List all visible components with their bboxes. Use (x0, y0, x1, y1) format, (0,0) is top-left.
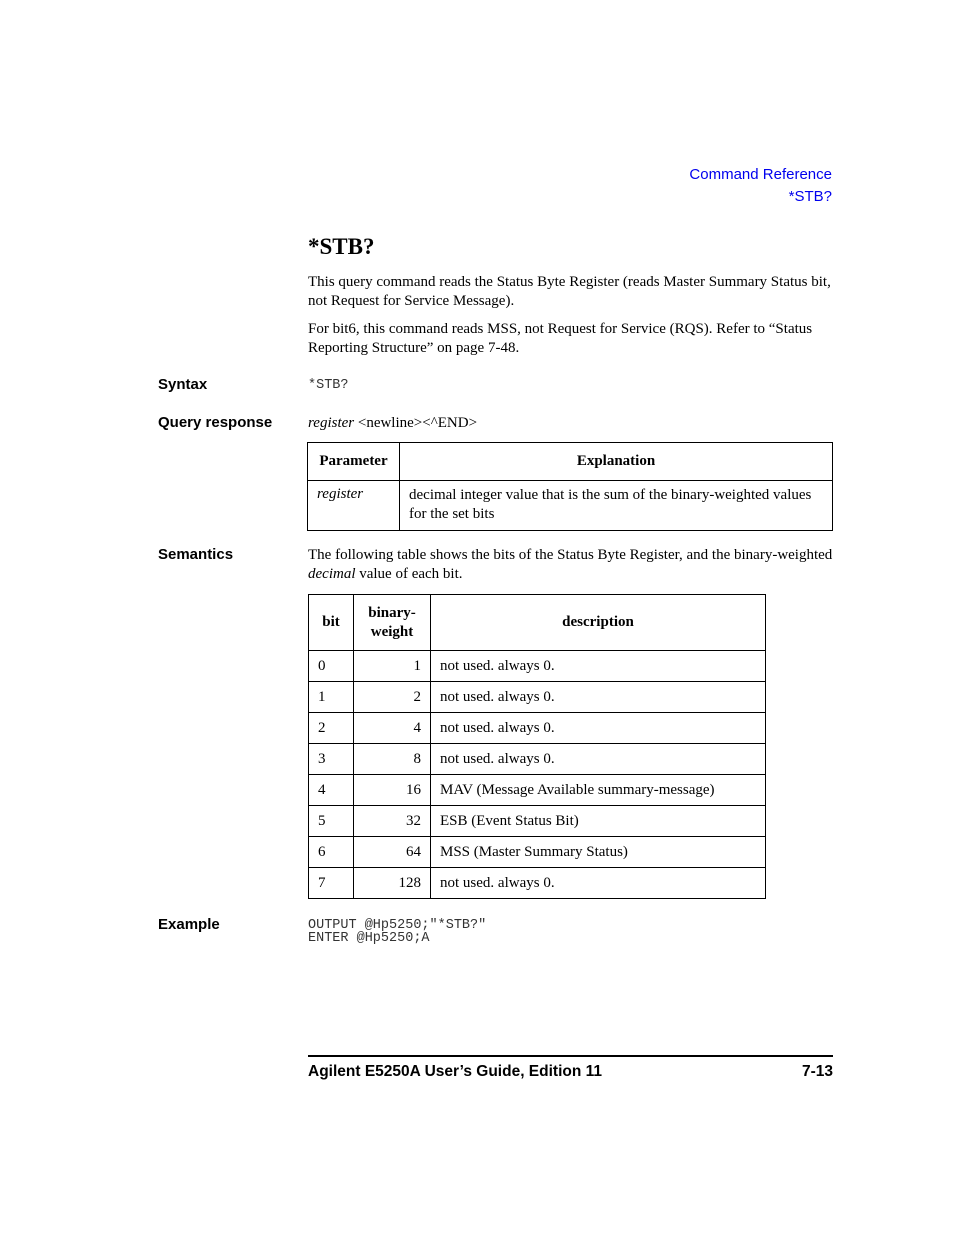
weight-cell: 2 (354, 682, 431, 713)
status-byte-table (308, 594, 766, 899)
description-cell: not used. always 0. (431, 868, 766, 899)
weight-cell: 8 (354, 744, 431, 775)
example-code-line-1: OUTPUT @Hp5250;"*STB?" (308, 918, 487, 933)
bit-cell: 6 (309, 837, 354, 868)
weight-cell: 128 (354, 868, 431, 899)
syntax-code: *STB? (308, 378, 349, 393)
bit-cell: 7 (309, 868, 354, 899)
running-header-section: Command Reference (689, 166, 832, 183)
semantics-label: Semantics (158, 546, 234, 563)
bit-cell: 5 (309, 806, 354, 837)
description-cell: not used. always 0. (431, 682, 766, 713)
description-cell: MSS (Master Summary Status) (431, 837, 766, 868)
description-column-header: description (431, 595, 766, 651)
running-header-command: *STB? (788, 188, 832, 205)
binary-weight-column-header: binary-weight (354, 595, 431, 651)
footer-book-title: Agilent E5250A User’s Guide, Edition 11 (308, 1063, 603, 1080)
parameter-column-header: Parameter (308, 443, 400, 481)
table-row (309, 651, 766, 682)
query-response-label: Query response (158, 414, 273, 431)
table-row (309, 868, 766, 899)
example-label: Example (158, 916, 220, 933)
weight-cell: 64 (354, 837, 431, 868)
intro-paragraph-2: For bit6, this command reads MSS, not Request for Service (RQS). Refer to “Status Reporting Structure” on page 7-48. (308, 321, 813, 356)
bit-cell: 1 (309, 682, 354, 713)
footer-page-number: 7-13 (801, 1063, 833, 1080)
weight-cell: 16 (354, 775, 431, 806)
table-row (308, 481, 833, 531)
explanation-cell: decimal integer value that is the sum of the binary-weighted values for the set bits (400, 481, 833, 531)
page-title: *STB? (308, 234, 375, 259)
semantics-text-before: The following table shows the bits of the Status Byte Register, and the binary-weighted (308, 547, 833, 563)
table-row (309, 806, 766, 837)
query-response-terminator: <newline><^END> (354, 415, 478, 431)
description-cell: MAV (Message Available summary-message) (431, 775, 766, 806)
description-cell: not used. always 0. (431, 744, 766, 775)
semantics-text-after: value of each bit. (355, 566, 463, 582)
footer-rule (308, 1055, 833, 1057)
weight-cell: 1 (354, 651, 431, 682)
table-row (309, 744, 766, 775)
table-row (309, 713, 766, 744)
table-row (309, 837, 766, 868)
syntax-label: Syntax (158, 376, 208, 393)
parameter-table-header-row (308, 443, 833, 481)
table-row (309, 775, 766, 806)
status-byte-table-header-row (309, 595, 766, 651)
bit-cell: 0 (309, 651, 354, 682)
bit-cell: 3 (309, 744, 354, 775)
query-response-line (308, 414, 833, 433)
weight-cell: 32 (354, 806, 431, 837)
description-cell: not used. always 0. (431, 651, 766, 682)
description-cell: not used. always 0. (431, 713, 766, 744)
parameter-table (307, 442, 833, 531)
weight-cell: 4 (354, 713, 431, 744)
query-response-variable: register (308, 415, 355, 431)
bit-cell: 2 (309, 713, 354, 744)
explanation-column-header: Explanation (400, 443, 833, 481)
table-row (309, 682, 766, 713)
semantics-text-emphasis: decimal (308, 566, 356, 582)
parameter-cell: register (308, 481, 400, 531)
bit-column-header: bit (309, 595, 354, 651)
semantics-paragraph (308, 546, 833, 584)
bit-cell: 4 (309, 775, 354, 806)
example-code-line-2: ENTER @Hp5250;A (308, 931, 430, 946)
intro-paragraph-1: This query command reads the Status Byte Register (reads Master Summary Status bit, not Request for Service Message). (308, 274, 831, 309)
description-cell: ESB (Event Status Bit) (431, 806, 766, 837)
